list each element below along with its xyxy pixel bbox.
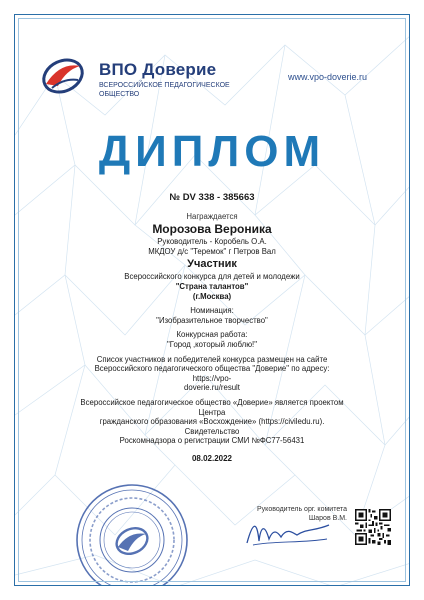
diploma-body [75,193,349,463]
results-note-line3[interactable]: doverie.ru/result [184,383,240,393]
signature-title: Руководитель орг. комитета [257,506,347,513]
awarded-label: Награждается [186,211,238,221]
issue-date: 08.02.2022 [191,453,233,463]
website-link[interactable]: www.vpo-doverie.ru [287,72,367,82]
contest-description: Всероссийского конкурса для детей и молодежи [124,272,300,282]
nomination-value: "Изобразительное творчество" [156,315,268,325]
official-stamp-icon [73,481,191,586]
recipient-name: Морозова Вероника [152,222,272,237]
results-note-line1: Список участников и победителей конкурса размещен на сайте [96,354,328,364]
diploma-title: ДИПЛОМ [98,127,326,176]
org-subtitle [99,82,259,99]
org-subtitle-line2: ОБЩЕСТВО [99,90,140,98]
nomination-label: Номинация: [190,306,234,316]
org-subtitle-line1: ВСЕРОССИЙСКОЕ ПЕДАГОГИЧЕСКОЕ [99,82,230,89]
contest-name: "Страна талантов" [175,281,249,291]
signature-name: Шаров В.М. [308,515,347,522]
org-name: ВПО Доверие [99,60,217,79]
diploma-frame [14,14,410,586]
project-note-line1: Всероссийское педагогическое общество «Доверие» является проектом Центра [80,397,344,417]
contest-city: (г.Москва) [192,291,232,301]
participant-role: Участник [187,258,237,271]
qr-code-icon[interactable] [355,509,391,545]
project-note-line2: гражданского образования «Восхождение» (https://civiledu.ru). Свидетельство [99,417,325,436]
project-note-line3: Роскомнадзора о регистрации СМИ №ФС77-56431 [119,436,305,446]
work-value: "Город ,который люблю!" [167,339,257,349]
handwritten-signature-icon [243,515,333,551]
vpo-doverie-logo-icon [40,56,86,96]
document-number: № DV 338 - 385663 [169,192,255,203]
results-note-line2: Всероссийского педагогического общества "Доверие" по адресу: https://vpo- [94,364,330,383]
institution: МКДОУ д/с "Теремок" г Петров Вал [148,246,276,256]
work-label: Конкурсная работа: [176,330,248,340]
supervisor: Руководитель - Коробель О.А. [157,237,267,247]
